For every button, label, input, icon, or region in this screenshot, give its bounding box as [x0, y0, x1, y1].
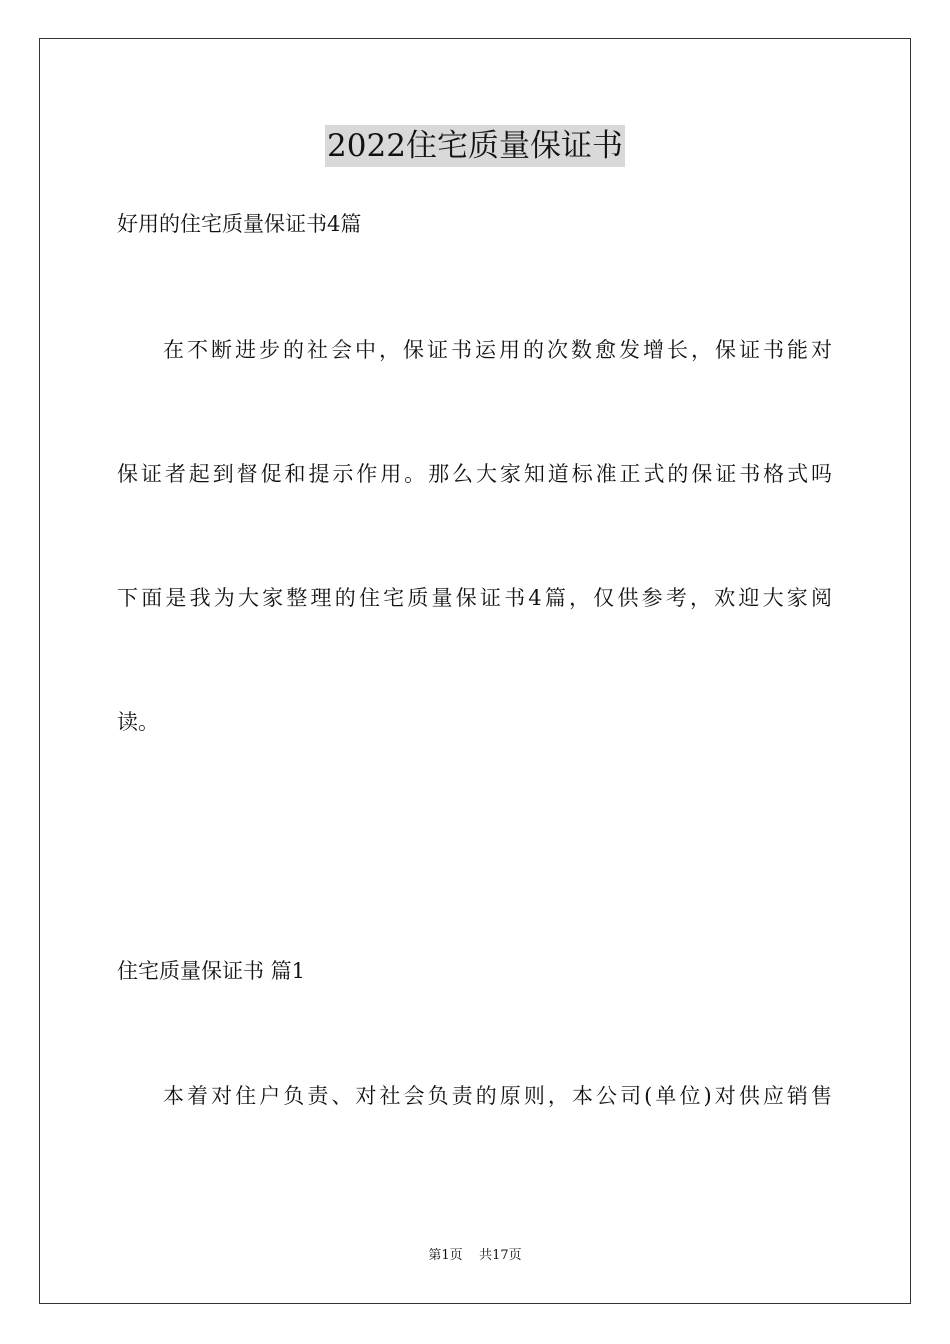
intro-line-3: 下面是我为大家整理的住宅质量保证书4篇，仅供参考，欢迎大家阅: [117, 586, 832, 610]
page-footer: 第1页 共17页: [428, 1248, 522, 1263]
intro-line-2: 保证者起到督促和提示作用。那么大家知道标准正式的保证书格式吗: [117, 462, 832, 486]
intro-line-1: 在不断进步的社会中，保证书运用的次数愈发增长，保证书能对: [163, 338, 832, 362]
section-paragraph-line: 本着对住户负责、对社会负责的原则，本公司(单位)对供应销售: [163, 1084, 832, 1108]
intro-line-4: 读。: [117, 710, 159, 734]
title-container: [0, 125, 950, 167]
section-heading: 住宅质量保证书 篇1: [117, 959, 306, 983]
document-subtitle: 好用的住宅质量保证书4篇: [117, 212, 362, 236]
document-title: 2022住宅质量保证书: [325, 125, 625, 167]
